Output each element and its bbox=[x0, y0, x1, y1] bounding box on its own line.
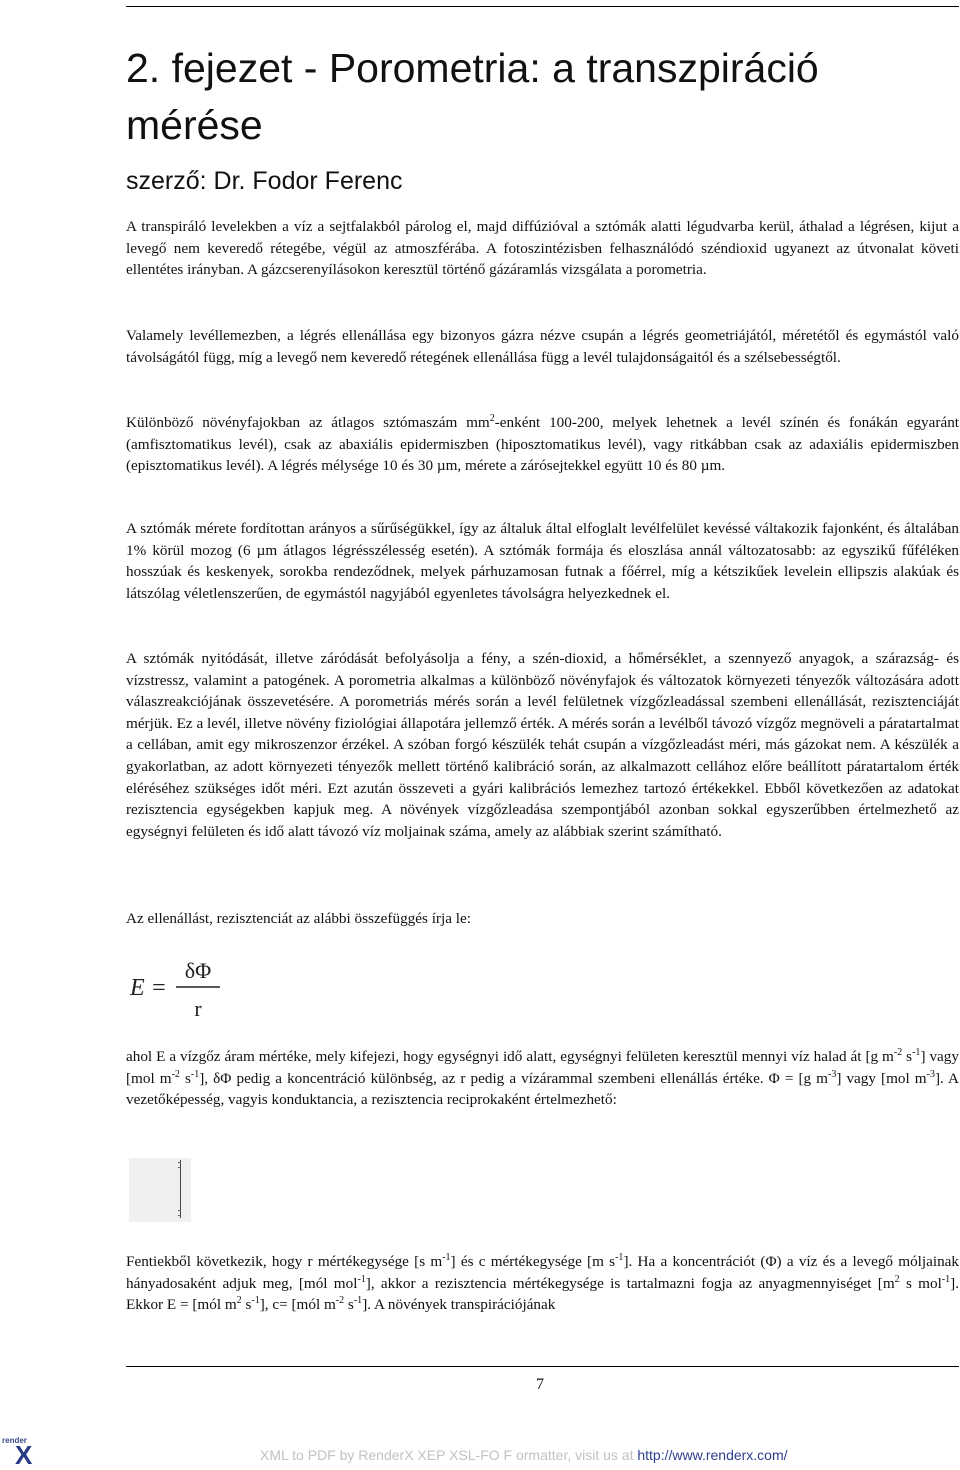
image-fragment-mark bbox=[178, 1167, 181, 1168]
image-fragment-mark bbox=[178, 1162, 181, 1163]
paragraph-6: Az ellenállást, rezisztenciát az alábbi összefüggés írja le: bbox=[126, 910, 471, 927]
formula-numerator: δΦ bbox=[184, 958, 212, 983]
footer-text: XML to PDF by RenderX XEP XSL-FO F ormatter, visit us at bbox=[260, 1447, 638, 1463]
chapter-title: 2. fejezet - Porometria: a transzpiráció mérése bbox=[126, 45, 819, 148]
footer-note bbox=[260, 1447, 788, 1463]
formula-denominator: r bbox=[194, 996, 202, 1021]
paragraph-1: A transpiráló levelekben a víz a sejtfalakból párolog el, majd diffúzióval a sztómák alatti légudvarba kerül, áthalad a légrésen, kijut a levegő nem keveredő rétegébe, végül az atmoszférába. A fotoszintézisben felhasználódó széndioxid ugyanezt az útvonalat követi ellentétes irányban. A gázcserenyílásokon keresztül történő gázáramlás vizsgálata a porometria. bbox=[126, 218, 959, 279]
paragraph-3: Különböző növényfajokban az átlagos sztómaszám $mm^2$-enként 100-200, melyek lehetnek a levél színén és fonákán egyaránt (amfisztomatikus levél), csak az abaxiális epidermiszben (hiposztomatikus levél), vagy ritkábban csak az adaxiális epidermiszben (episztomatikus levél). A légrés mélysége 10 és 30 µm, mérete a zárósejtekkel együtt 10 és 80 µm. bbox=[126, 413, 960, 475]
resistance-formula bbox=[126, 956, 226, 1022]
paragraph-8: Fentiekből következik, hogy r mértékegysége [s $m^{-1}$] és c mértékegysége [m $s^{-1}$]. Ha a koncentrációt (Φ) a víz és a levegő móljainak hányadosaként adjuk meg, [mól mol$^{-1}$], akkor a rezisztencia mértékegysége is tartalmazni fogja az anyagmennyiséget [$m^2$ s mol$^{-1}$]. Ekkor E = [mól $m^2$ $s^{-1}$], c= [mól $m^{-2}$ $s^{-1}$]. A növények transpirációjának bbox=[126, 1252, 960, 1314]
page-number: 7 bbox=[536, 1376, 544, 1393]
paragraph-4: A sztómák mérete fordítottan arányos a sűrűségükkel, így az általuk által elfoglalt levélfelület kevéssé váltakozik fajonként, és általában 1% körül mozog (6 µm átlagos légrésszélesség esetén). A sztómák formája és eloszlása annál változatosabb: az egyszikű fűféléken hosszúak és keskenyek, sorokba rendeződnek, melyek párhuzamosan futnak a főérrel, míg a kétszikűek levelein ellipszis alakúak és látszólag véletlenszerűen, de egymástól nagyjából egyenletes távolságra helyezkednek el. bbox=[126, 520, 959, 602]
top-rule bbox=[126, 6, 959, 7]
author-line: szerző: Dr. Fodor Ferenc bbox=[126, 167, 403, 195]
footer-link[interactable]: http://www.renderx.com/ bbox=[637, 1447, 788, 1463]
paragraph-5: A sztómák nyitódását, illetve záródását befolyásolja a fény, a szén-dioxid, a hőmérséklet, a szennyező anyagok, a szárazság- és vízstressz, valamint a patogének. A porometria alkalmas a különböző növényfajok és változatok környezeti tényezők változására adott válaszreakciójának összevetésére. A porometriás mérés során a levél felületnek vízgőzleadással szembeni ellenállását, rezisztenciáját mérjük. Ez a levél, illetve növény fiziológiai állapotára jellemző érték. A mérés során a levélből távozó vízgőz megnöveli a páratartalmat a cellában, amit egy mikroszenzor érzékel. A szóban forgó készülék tehát csupán a vízgőzleadást méri, más gázokat nem. A készülék a gyakorlatban, az adott környezeti tényezők mellett történő kalibráció során, az alkalmazott cellához előre beállított páratartalom érték eléréséhez szükséges időt méri. Ezt azután összeveti a gyári kalibrációs lemezhez tartozó értékekkel. Ebből következően az adatokat rezisztencia egységekben kapjuk meg. A növények vízgőzleadása szempontjából azonban sokkal egyszerűbben értelmezhető az egységnyi felületen és idő alatt távozó víz moljainak száma, amely az alábbiak szerint számítható. bbox=[126, 650, 959, 840]
logo-text: render bbox=[2, 1436, 27, 1445]
paragraph-7: ahol E a vízgőz áram mértéke, mely kifejezi, hogy egységnyi idő alatt, egységnyi felületen keresztül mennyi víz halad át [g $m^{-2}$ $s^{-1}$] vagy [mol $m^{-2}$ $s^{-1}$], δΦ pedig a koncentráció különbség, az r pedig a vízárammal szembeni ellenállás értéke. Φ = [g $m^{-3}$] vagy [mol $m^{-3}$]. A vezetőképesség, vagyis konduktancia, a rezisztencia reciprokaként értelmezhető: bbox=[126, 1047, 960, 1109]
paragraph-2: Valamely levéllemezben, a légrés ellenállása egy bizonyos gázra nézve csupán a légrés geometriájától, méretétől és egymástól való távolságától függ, míg a levegő nem keveredő rétegének ellenállása függ a levél tulajdonságaitól és a szélsebességtől. bbox=[126, 327, 959, 366]
image-fragment-mark bbox=[178, 1210, 181, 1211]
formula-lhs: E = bbox=[130, 975, 167, 1001]
conductance-formula-image bbox=[129, 1158, 191, 1222]
image-fragment-mark bbox=[178, 1215, 181, 1216]
logo-mark: X bbox=[15, 1440, 33, 1465]
renderx-logo bbox=[2, 1432, 42, 1465]
bottom-rule bbox=[126, 1366, 959, 1367]
